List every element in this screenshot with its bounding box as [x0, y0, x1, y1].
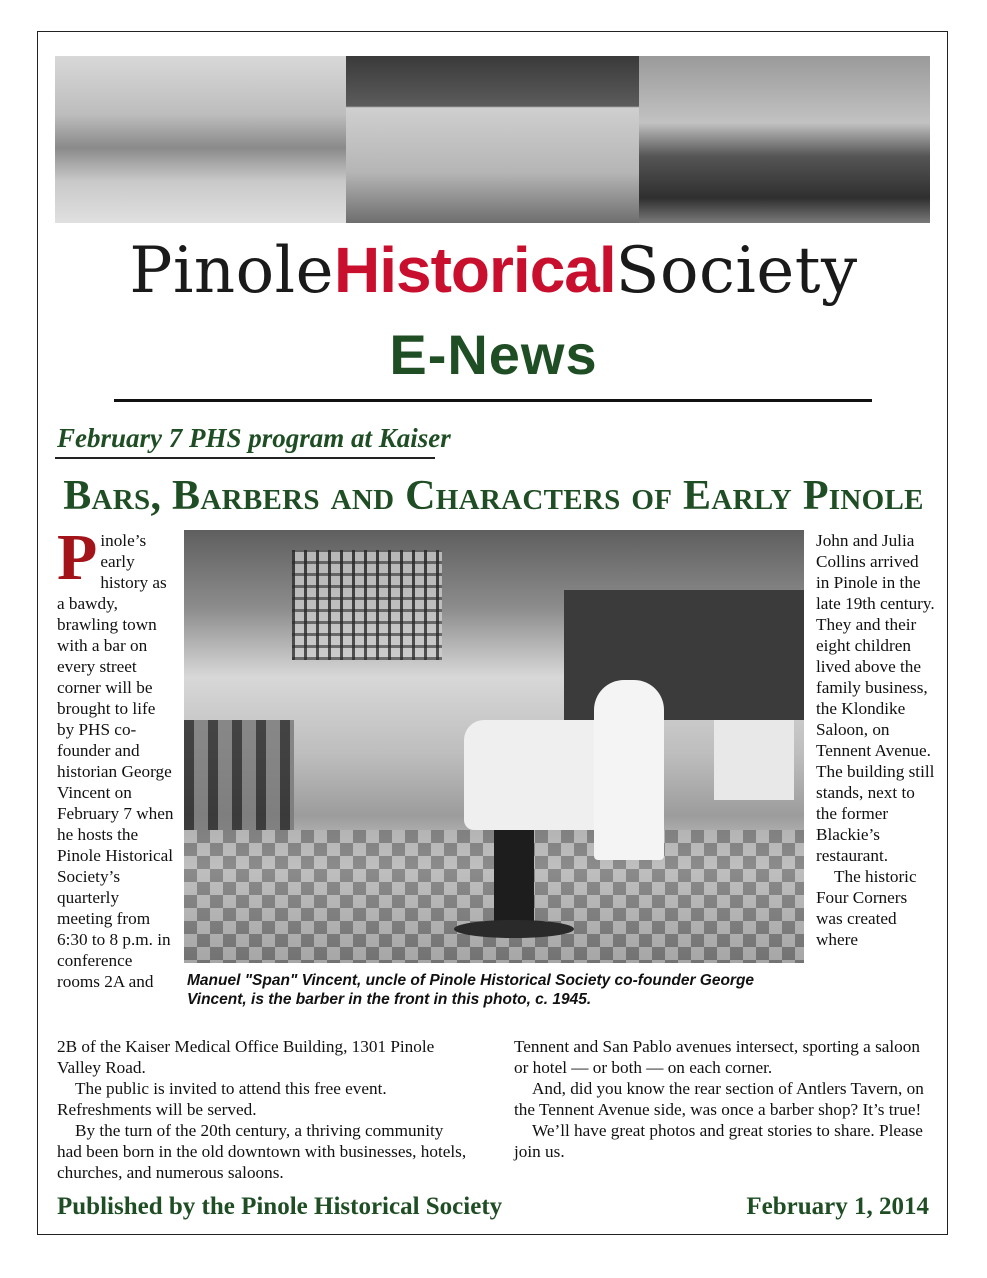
bottom-right-paragraph-1: Tennent and San Pablo avenues intersect, sporting a saloon or hotel — or both — on each corner. — [514, 1037, 920, 1077]
bottom-right-paragraph-3: We’ll have great photos and great stories to share. Please join us. — [514, 1121, 923, 1161]
bottom-left-paragraph-1: 2B of the Kaiser Medical Office Building, 1301 Pinole Valley Road. — [57, 1037, 435, 1077]
kicker-underline — [55, 457, 435, 459]
masthead-subtitle: E-News — [389, 323, 598, 386]
historic-street-photo — [55, 56, 346, 223]
masthead-title — [0, 234, 987, 308]
bottom-left-paragraph-3: By the turn of the 20th century, a thriving community had been born in the old downtown with businesses, hotels, churches, and numerous saloons. — [57, 1121, 467, 1182]
historic-house-photo — [346, 56, 639, 223]
right-column-paragraph-1: John and Julia Collins arrived in Pinole in the late 19th century. They and their eight children lived above the family business, the Klondike Saloon, on Tennent Avenue. The building still stands, next to the former Blackie’s restaurant. — [816, 531, 935, 865]
masthead-part-2: Historical — [334, 234, 616, 306]
article-column-right — [816, 530, 936, 950]
drop-cap: P — [57, 521, 98, 594]
photo-caption: Manuel "Span" Vincent, uncle of Pinole Historical Society co-founder George Vincent, is the barber in the front in this photo, c. 1945. — [187, 972, 755, 1008]
header-photo-strip — [55, 56, 930, 223]
article-kicker: February 7 PHS program at Kaiser — [57, 423, 451, 453]
masthead-divider — [114, 399, 872, 402]
bottom-left-paragraph-2: The public is invited to attend this free event. Refreshments will be served. — [57, 1079, 387, 1119]
masthead-part-1: Pinole — [129, 234, 335, 308]
livery-stable-photo — [639, 56, 930, 223]
article-headline: Bars, Barbers and Characters of Early Pinole — [63, 473, 924, 519]
footer-publisher: Published by the Pinole Historical Society — [57, 1193, 503, 1220]
right-column-paragraph-2: The historic Four Corners was created where — [816, 867, 917, 949]
footer-date: February 1, 2014 — [746, 1193, 929, 1220]
article-bottom-right — [514, 1036, 929, 1162]
bottom-right-paragraph-2: And, did you know the rear section of Antlers Tavern, on the Tennent Avenue side, was once a barber shop? It’s true! — [514, 1079, 924, 1119]
barbershop-photo — [184, 530, 804, 963]
masthead-part-3: Society — [615, 234, 858, 308]
article-column-left — [57, 521, 175, 992]
left-column-text: inole’s early history as a bawdy, brawling town with a bar on every street corner will be brought to life by PHS co-founder and historian George Vincent on February 7 when he hosts the Pinole Historical Society’s quarterly meeting from 6:30 to 8 p.m. in conference rooms 2A and — [57, 531, 174, 991]
article-bottom-left — [57, 1036, 467, 1183]
